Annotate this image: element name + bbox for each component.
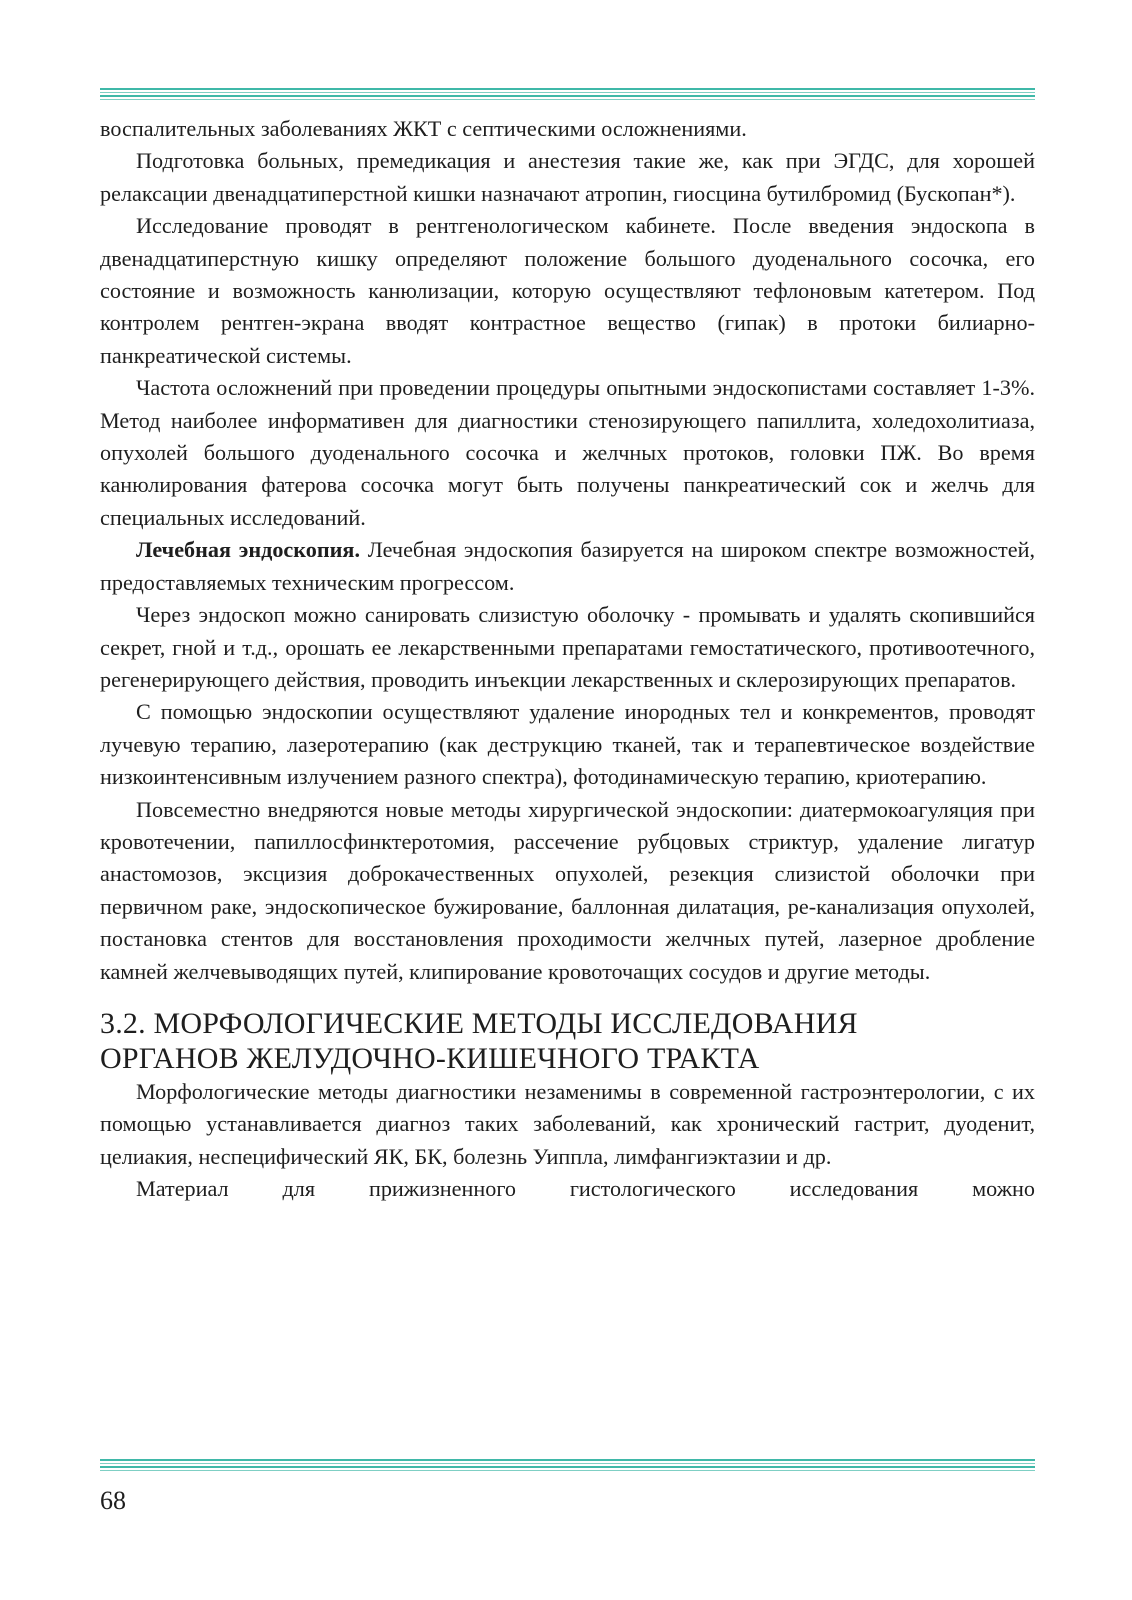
paragraph: воспалительных заболеваниях ЖКТ с септическими осложнениями. [100,116,747,141]
heading-line: ОРГАНОВ ЖЕЛУДОЧНО-КИШЕЧНОГО ТРАКТА [100,1041,760,1075]
paragraph: С помощью эндоскопии осуществляют удаление инородных тел и конкрементов, проводят лучевую терапию, лазеротерапию (как деструкцию тканей, так и терапевтическое воздействие низкоинтенсивным излучением разного спектра), фотодинамическую терапию, криотерапию. [100,699,1035,790]
bottom-decorative-rule [100,1459,1035,1473]
heading-line: 3.2. МОРФОЛОГИЧЕСКИЕ МЕТОДЫ ИССЛЕДОВАНИЯ [100,1006,858,1040]
paragraph: Морфологические методы диагностики незаменимы в современной гастроэнтерологии, с их помощью устанавливается диагноз таких заболеваний, как хронический гастрит, дуоденит, целиакия, неспецифический ЯК, БК, болезнь Уиппла, лимфангиэктазии и др. [100,1078,1035,1169]
paragraph: Через эндоскоп можно санировать слизистую оболочку - промывать и удалять скопившийся секрет, гной и т.д., орошать ее лекарственными препаратами гемостатического, противоотечного, регенерирующего действия, проводить инъекции лекарственных и склерозирующих препаратов. [100,602,1035,692]
rule-line [100,88,1035,90]
paragraph: Повсеместно внедряются новые методы хирургической эндоскопии: диатермокоагуляция при кровотечении, папиллосфинктеротомия, рассечение рубцовых стриктур, удаление лигатур анастомозов, эксцизия доброкачественных опухолей, резекция слизистой оболочки при первичном раке, эндоскопическое бужирование, баллонная дилатация, ре-канализация опухолей, постановка стентов для восстановления проходимости желчных путей, лазерное дробление камней желчевыводящих путей, клипирование кровоточащих сосудов и другие методы. [100,796,1035,984]
paragraph: Материал для прижизненного гистологического исследования можно [136,1176,1035,1202]
rule-line [100,92,1035,93]
rule-line [100,1463,1035,1464]
page-body [100,113,1035,1206]
paragraph: Исследование проводят в рентгенологическом кабинете. После введения эндоскопа в двенадцатиперстную кишку определяют положение большого дуоденального сосочка, его состояние и возможность канюлизации, которую осуществляют тефлоновым катетером. Под контролем рентген-экрана вводят контрастное вещество (гипак) в протоки билиарно-панкреатической системы. [100,213,1035,368]
paragraph: Подготовка больных, премедикация и анестезия такие же, как при ЭГДС, для хорошей релаксации двенадцатиперстной кишки назначают атропин, гиосцина бутилбромид (Бускопан*). [100,148,1035,206]
section-heading [100,1006,1035,1076]
paragraph [100,534,1035,599]
rule-line [100,1466,1035,1468]
top-decorative-rule [100,88,1035,102]
paragraph-text: Лечебная эндоскопия базируется на широком спектре возможностей, предоставляемых техническим прогрессом. [100,537,1035,595]
rule-line [100,1470,1035,1471]
rule-line [100,99,1035,100]
rule-line [100,1459,1035,1461]
rule-line [100,95,1035,97]
bold-term: Лечебная эндоскопия. [136,537,360,563]
paragraph: Частота осложнений при проведении процедуры опытными эндоскопистами составляет 1-3%. Метод наиболее информативен для диагностики стенозирующего папиллита, холедохолитиаза, опухолей большого дуоденального сосочка и желчных протоков, головки ПЖ. Во время канюлирования фатерова сосочка могут быть получены панкреатический сок и желчь для специальных исследований. [100,375,1035,530]
page-number: 68 [100,1486,126,1515]
